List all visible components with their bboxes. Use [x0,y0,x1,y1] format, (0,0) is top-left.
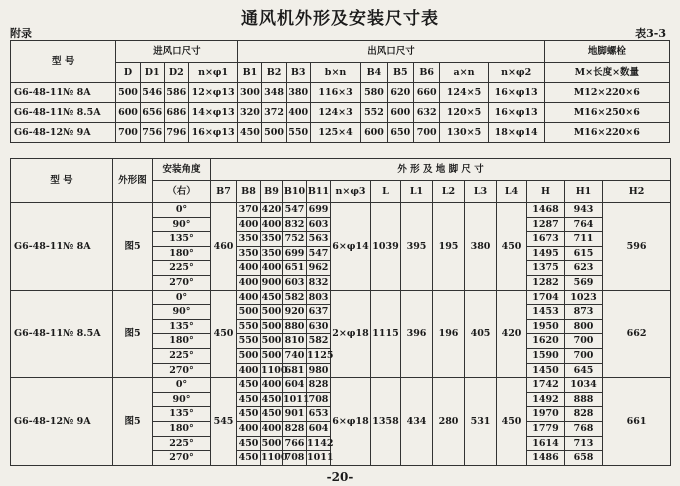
b9-cell: 400 [261,217,283,232]
angle-cell: 270° [153,363,211,378]
h-cell: 1287 [527,217,565,232]
value-cell: 348 [262,83,286,103]
column-header: B1 [238,63,262,83]
outlet-header: 出风口尺寸 [238,41,544,63]
model-header: 型 号 [11,159,113,203]
bolt-header: 地脚螺栓 [544,41,669,63]
b10-cell: 752 [283,232,307,247]
value-cell: 124×5 [440,83,488,103]
model-cell: G6-48-12№ 9A [11,123,116,143]
value-cell: 380 [286,83,310,103]
value-cell: 650 [387,123,413,143]
b8-cell: 400 [237,275,261,290]
outline-header: 外形图 [113,159,153,203]
h-cell: 1468 [527,203,565,218]
value-cell: 320 [238,103,262,123]
value-cell: 16×φ13 [488,83,544,103]
b10-cell: 603 [283,275,307,290]
column-header: B2 [262,63,286,83]
b9-cell: 500 [261,348,283,363]
column-header: M×长度×数量 [544,63,669,83]
nphi3-cell: 6×φ18 [331,378,371,466]
b11-cell: 563 [307,232,331,247]
b9-cell: 450 [261,290,283,305]
b8-cell: 370 [237,203,261,218]
column-header: D [116,63,140,83]
b8-cell: 450 [237,407,261,422]
value-cell: 580 [361,83,387,103]
l2-cell: 280 [433,378,465,466]
b11-cell: 653 [307,407,331,422]
b9-cell: 400 [261,261,283,276]
outline-cell: 图5 [113,290,153,378]
b7-cell: 460 [211,203,237,291]
b11-cell: 962 [307,261,331,276]
h-cell: 1590 [527,348,565,363]
l-cell: 1115 [371,290,401,378]
column-header: H1 [565,181,603,203]
column-header: B4 [361,63,387,83]
b8-cell: 400 [237,421,261,436]
b11-cell: 708 [307,392,331,407]
table-row [11,83,670,103]
angle-cell: 225° [153,261,211,276]
b11-cell: 1142 [307,436,331,451]
l4-cell: 450 [497,203,527,291]
column-header: L [371,181,401,203]
l-cell: 1039 [371,203,401,291]
table-row [11,123,670,143]
b8-cell: 450 [237,436,261,451]
value-cell: 130×5 [440,123,488,143]
value-cell: 125×4 [310,123,361,143]
angle-cell: 135° [153,319,211,334]
model-cell: G6-48-11№ 8A [11,203,113,291]
b8-cell: 450 [237,451,261,466]
h-cell: 1375 [527,261,565,276]
table-row [11,103,670,123]
column-header: n×φ1 [188,63,237,83]
b9-cell: 400 [261,421,283,436]
h-cell: 1620 [527,334,565,349]
b10-cell: 810 [283,334,307,349]
b7-cell: 545 [211,378,237,466]
value-cell: 552 [361,103,387,123]
l4-cell: 420 [497,290,527,378]
b9-cell: 500 [261,436,283,451]
b9-cell: 500 [261,334,283,349]
value-cell: 660 [414,83,440,103]
value-cell: 14×φ13 [188,103,237,123]
value-cell: 16×φ13 [488,103,544,123]
value-cell: 700 [414,123,440,143]
b8-cell: 450 [237,392,261,407]
b9-cell: 350 [261,246,283,261]
l-cell: 1358 [371,378,401,466]
h2-cell: 661 [603,378,671,466]
h-cell: 1704 [527,290,565,305]
l4-cell: 450 [497,378,527,466]
table-row [11,378,671,393]
outline-cell: 图5 [113,378,153,466]
b11-cell: 803 [307,290,331,305]
b9-cell: 500 [261,305,283,320]
b11-cell: 832 [307,275,331,290]
b11-cell: 699 [307,203,331,218]
model-cell: G6-48-11№ 8.5A [11,290,113,378]
value-cell: 16×φ13 [188,123,237,143]
h1-cell: 1034 [565,378,603,393]
value-cell: 600 [361,123,387,143]
b9-cell: 350 [261,232,283,247]
column-header: H [527,181,565,203]
value-cell: 586 [164,83,188,103]
outline-dimension-table [10,158,671,466]
angle-cell: 135° [153,407,211,422]
column-header: b×n [310,63,361,83]
b9-cell: 500 [261,319,283,334]
h1-cell: 888 [565,392,603,407]
b9-cell: 1100 [261,451,283,466]
value-cell: 796 [164,123,188,143]
h-cell: 1282 [527,275,565,290]
value-cell: 600 [387,103,413,123]
l2-cell: 196 [433,290,465,378]
column-header: L4 [497,181,527,203]
b10-cell: 699 [283,246,307,261]
h1-cell: 1023 [565,290,603,305]
value-cell: 18×φ14 [488,123,544,143]
b8-cell: 500 [237,305,261,320]
l3-cell: 405 [465,290,497,378]
column-header: L3 [465,181,497,203]
inlet-outlet-table [10,40,670,143]
angle-cell: 90° [153,217,211,232]
value-cell: 120×5 [440,103,488,123]
b8-cell: 350 [237,246,261,261]
column-header: B10 [283,181,307,203]
h1-cell: 615 [565,246,603,261]
page-number: -20- [326,470,354,484]
b8-cell: 550 [237,334,261,349]
h1-cell: 700 [565,348,603,363]
h-cell: 1742 [527,378,565,393]
value-cell: M16×250×6 [544,103,669,123]
h1-cell: 800 [565,319,603,334]
column-header: B3 [286,63,310,83]
value-cell: 124×3 [310,103,361,123]
b10-cell: 547 [283,203,307,218]
b10-cell: 880 [283,319,307,334]
b10-cell: 901 [283,407,307,422]
b9-cell: 1100 [261,363,283,378]
value-cell: 372 [262,103,286,123]
column-header: H2 [603,181,671,203]
h-cell: 1673 [527,232,565,247]
value-cell: 656 [140,103,164,123]
h1-cell: 645 [565,363,603,378]
table-row [11,203,671,218]
column-header: D1 [140,63,164,83]
appendix-label: 附录 [10,27,32,40]
b9-cell: 450 [261,407,283,422]
value-cell: 500 [262,123,286,143]
value-cell: 686 [164,103,188,123]
nphi3-cell: 6×φ14 [331,203,371,291]
b10-cell: 920 [283,305,307,320]
value-cell: 500 [116,83,140,103]
inlet-header: 进风口尺寸 [116,41,238,63]
b10-cell: 766 [283,436,307,451]
h2-cell: 596 [603,203,671,291]
h1-cell: 658 [565,451,603,466]
column-header: n×φ2 [488,63,544,83]
page-title: 通风机外形及安装尺寸表 [241,9,439,29]
h-cell: 1970 [527,407,565,422]
angle-cell: 90° [153,305,211,320]
b10-cell: 828 [283,421,307,436]
h1-cell: 569 [565,275,603,290]
value-cell: 116×3 [310,83,361,103]
table-number: 表3-3 [635,27,666,40]
angle-cell: 270° [153,275,211,290]
model-cell: G6-48-11№ 8.5A [11,103,116,123]
value-cell: 600 [116,103,140,123]
b7-cell: 450 [211,290,237,378]
column-header: B9 [261,181,283,203]
l1-cell: 395 [401,203,433,291]
angle-cell: 225° [153,348,211,363]
b10-cell: 582 [283,290,307,305]
h-cell: 1453 [527,305,565,320]
b10-cell: 1011 [283,392,307,407]
outline-cell: 图5 [113,203,153,291]
value-cell: 550 [286,123,310,143]
b9-cell: 400 [261,378,283,393]
value-cell: 450 [238,123,262,143]
h-cell: 1492 [527,392,565,407]
angle-cell: 135° [153,232,211,247]
b8-cell: 550 [237,319,261,334]
h1-cell: 713 [565,436,603,451]
angle-cell: 270° [153,451,211,466]
b11-cell: 1011 [307,451,331,466]
column-header: n×φ3 [331,181,371,203]
value-cell: M12×220×6 [544,83,669,103]
column-header: D2 [164,63,188,83]
b11-cell: 980 [307,363,331,378]
column-header: B8 [237,181,261,203]
h1-cell: 711 [565,232,603,247]
value-cell: M16×220×6 [544,123,669,143]
b10-cell: 740 [283,348,307,363]
h1-cell: 943 [565,203,603,218]
angle-cell: 90° [153,392,211,407]
value-cell: 620 [387,83,413,103]
b11-cell: 630 [307,319,331,334]
b10-cell: 651 [283,261,307,276]
h1-cell: 623 [565,261,603,276]
b8-cell: 400 [237,363,261,378]
h1-cell: 764 [565,217,603,232]
b10-cell: 681 [283,363,307,378]
b10-cell: 604 [283,378,307,393]
b8-cell: 400 [237,217,261,232]
b8-cell: 450 [237,378,261,393]
column-header: B11 [307,181,331,203]
nphi3-cell: 2×φ18 [331,290,371,378]
column-header: B5 [387,63,413,83]
column-header: a×n [440,63,488,83]
model-cell: G6-48-11№ 8A [11,83,116,103]
column-header: B7 [211,181,237,203]
b8-cell: 500 [237,348,261,363]
h1-cell: 828 [565,407,603,422]
h-cell: 1614 [527,436,565,451]
value-cell: 700 [116,123,140,143]
angle-cell: 180° [153,246,211,261]
b10-cell: 708 [283,451,307,466]
l1-cell: 396 [401,290,433,378]
b10-cell: 832 [283,217,307,232]
angle-cell: 225° [153,436,211,451]
table-row [11,290,671,305]
b9-cell: 420 [261,203,283,218]
angle-cell: 0° [153,290,211,305]
b9-cell: 450 [261,392,283,407]
model-cell: G6-48-12№ 9A [11,378,113,466]
angle-note: （右） [153,181,211,203]
value-cell: 546 [140,83,164,103]
b8-cell: 350 [237,232,261,247]
b11-cell: 637 [307,305,331,320]
angle-cell: 180° [153,421,211,436]
l3-cell: 380 [465,203,497,291]
l3-cell: 531 [465,378,497,466]
value-cell: 632 [414,103,440,123]
h-cell: 1486 [527,451,565,466]
b11-cell: 582 [307,334,331,349]
dimension-group-header: 外 形 及 地 脚 尺 寸 [211,159,671,181]
h1-cell: 700 [565,334,603,349]
h2-cell: 662 [603,290,671,378]
model-header: 型 号 [11,41,116,83]
b11-cell: 604 [307,421,331,436]
b8-cell: 400 [237,290,261,305]
h-cell: 1495 [527,246,565,261]
angle-cell: 0° [153,203,211,218]
value-cell: 300 [238,83,262,103]
l1-cell: 434 [401,378,433,466]
angle-cell: 0° [153,378,211,393]
angle-header: 安装角度 [153,159,211,181]
value-cell: 400 [286,103,310,123]
column-header: B6 [414,63,440,83]
b11-cell: 1125 [307,348,331,363]
h1-cell: 768 [565,421,603,436]
h1-cell: 873 [565,305,603,320]
column-header: L2 [433,181,465,203]
h-cell: 1450 [527,363,565,378]
h-cell: 1950 [527,319,565,334]
angle-cell: 180° [153,334,211,349]
b11-cell: 603 [307,217,331,232]
b11-cell: 828 [307,378,331,393]
b8-cell: 400 [237,261,261,276]
l2-cell: 195 [433,203,465,291]
value-cell: 756 [140,123,164,143]
b11-cell: 547 [307,246,331,261]
value-cell: 12×φ13 [188,83,237,103]
column-header: L1 [401,181,433,203]
h-cell: 1779 [527,421,565,436]
b9-cell: 900 [261,275,283,290]
